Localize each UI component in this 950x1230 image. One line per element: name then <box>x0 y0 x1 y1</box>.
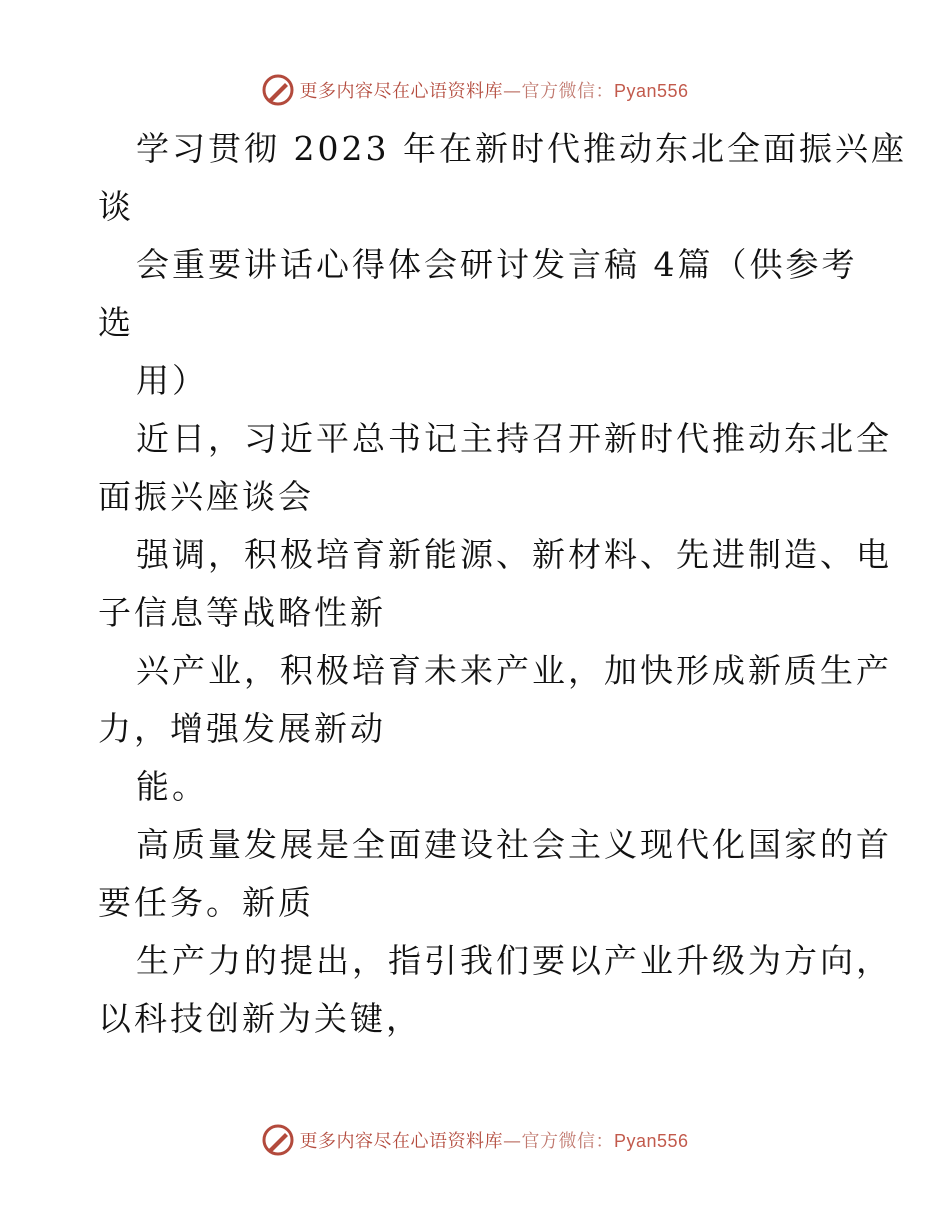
text-line-content: 会重要讲话心得体会研讨发言稿 4篇（供参考 <box>136 245 858 284</box>
text-line-content: 以科技创新为关键， <box>98 999 422 1038</box>
footer-watermark <box>0 1120 950 1160</box>
text-line <box>98 932 892 990</box>
text-line-content: 强调，积极培育新能源、新材料、先进制造、电 <box>136 535 892 574</box>
text-line-content: 要任务。新质 <box>98 883 314 922</box>
text-line <box>98 874 858 932</box>
text-line-content: 高质量发展是全面建设社会主义现代化国家的首 <box>136 825 892 864</box>
text-line <box>98 642 892 700</box>
text-line-content: 兴产业，积极培育未来产业，加快形成新质生产 <box>136 651 892 690</box>
text-line-content: 选 <box>98 303 134 342</box>
text-line-content: 谈 <box>98 187 134 226</box>
quill-pen-badge-icon <box>261 1123 295 1157</box>
document-body <box>98 120 907 1048</box>
text-line <box>98 410 892 468</box>
text-line <box>98 990 858 1048</box>
text-line-content: 学习贯彻 2023 年在新时代推动东北全面振兴座 <box>136 129 907 168</box>
text-line <box>98 120 907 178</box>
watermark-id: Pyan556 <box>613 81 689 101</box>
watermark-main: 更多内容尽在心语资料库 <box>299 81 503 102</box>
text-line-content: 用） <box>136 361 208 400</box>
watermark-sub: —官方微信： <box>502 81 614 102</box>
watermark-id: Pyan556 <box>613 1131 689 1151</box>
text-line <box>98 468 858 526</box>
text-line <box>98 294 858 352</box>
watermark-text <box>299 1127 688 1153</box>
quill-pen-badge-icon <box>261 73 295 107</box>
text-line-content: 生产力的提出，指引我们要以产业升级为方向， <box>136 941 892 980</box>
text-line <box>98 758 858 816</box>
header-watermark <box>0 70 950 110</box>
watermark-main: 更多内容尽在心语资料库 <box>299 1131 503 1152</box>
text-line <box>98 352 858 410</box>
text-line <box>98 178 858 236</box>
text-line <box>98 700 858 758</box>
text-line-content: 面振兴座谈会 <box>98 477 314 516</box>
text-line <box>98 816 892 874</box>
watermark-sub: —官方微信： <box>502 1131 614 1152</box>
text-line-content: 能。 <box>136 767 208 806</box>
text-line <box>98 584 858 642</box>
watermark-text <box>299 77 688 103</box>
text-line-content: 力，增强发展新动 <box>98 709 386 748</box>
text-line <box>98 236 858 294</box>
text-line <box>98 526 892 584</box>
text-line-content: 近日，习近平总书记主持召开新时代推动东北全 <box>136 419 892 458</box>
text-line-content: 子信息等战略性新 <box>98 593 386 632</box>
